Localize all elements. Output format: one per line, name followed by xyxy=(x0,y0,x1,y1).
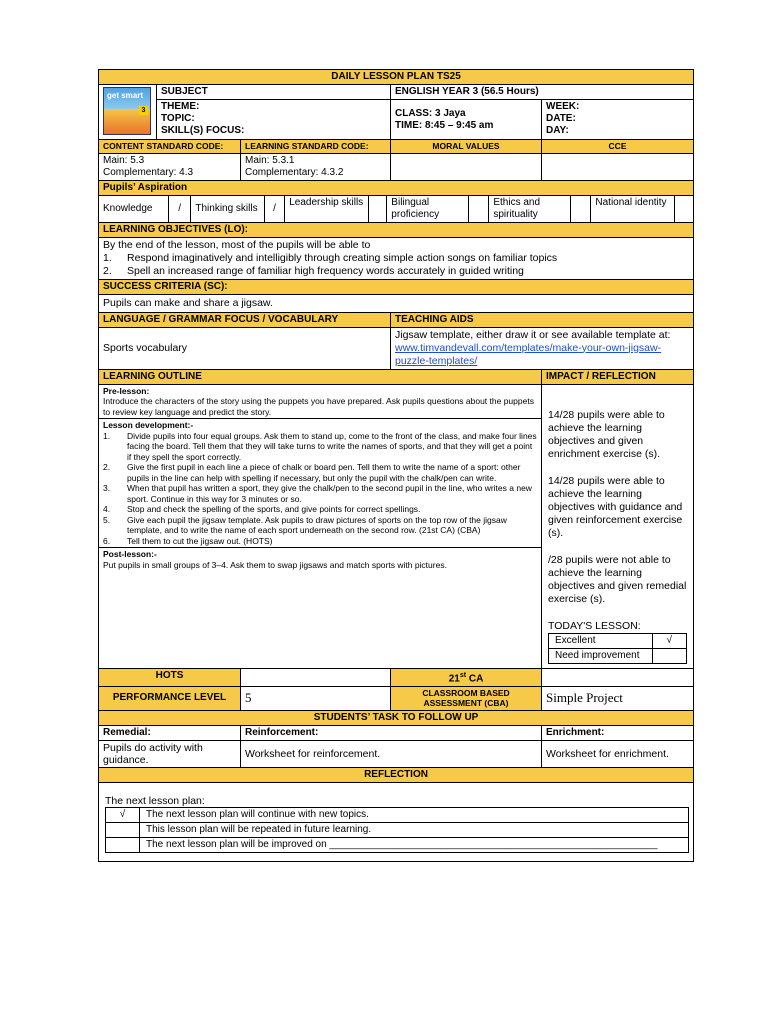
hots-value xyxy=(241,668,391,686)
objectives-intro: By the end of the lesson, most of the pupils will be able to xyxy=(103,238,371,251)
success-criteria-text: Pupils can make and share a jigsaw. xyxy=(99,294,694,312)
rating-excellent: Excellent xyxy=(549,633,653,648)
objectives-label: LEARNING OBJECTIVES (LO): xyxy=(99,222,694,237)
content-main: Main: 5.3 xyxy=(103,154,145,166)
development-step: 1. Divide pupils into four equal groups. Ask them to stand up, come to the front of the class, and make four lines facing the board. Tell them that they will take turns to write the names of sports, and that they will get a point if they spell the sport correctly. xyxy=(103,430,537,462)
cba-label: CLASSROOM BASED ASSESSMENT (CBA) xyxy=(391,686,542,710)
content-standard-value xyxy=(99,153,241,180)
post-lesson-text: Put pupils in small groups of 3–4. Ask them to swap jigsaws and match sports with pictures. xyxy=(103,559,447,570)
aspiration-knowledge: Knowledge xyxy=(99,196,168,222)
class-label: CLASS: 3 Jaya xyxy=(395,107,466,119)
impact-enrichment: 14/28 pupils were able to achieve the learning objectives and given enrichment exercise (s). xyxy=(548,408,665,460)
book-cover-title: get smart xyxy=(107,91,144,100)
teaching-aids-label: TEACHING AIDS xyxy=(391,312,694,327)
remedial-label: Remedial: xyxy=(99,725,241,740)
lesson-development-list xyxy=(103,431,537,547)
teaching-aids-value xyxy=(391,327,694,369)
date-label: DATE: xyxy=(546,113,576,124)
aspiration-national-mark xyxy=(675,196,693,222)
impact-reinforcement: 14/28 pupils were able to achieve the learning objectives with guidance and given reinforcement exercise (s). xyxy=(548,474,683,539)
aspiration-ethics-mark xyxy=(570,196,590,222)
week-date-day-cell xyxy=(542,100,694,140)
objectives-body xyxy=(99,237,694,279)
century-ca-value xyxy=(542,668,694,686)
development-step: 3. When that pupil has written a sport, they give the chalk/pen to the second pupil in the line, who writes a new sport. Continue in this way for 3 minutes or so. xyxy=(103,483,532,504)
week-label: WEEK: xyxy=(546,101,580,112)
development-step: 5. Give each pupil the jigsaw template. Ask pupils to draw pictures of sports on the top row of the jigsaw template, and to write the name of each sport underneath on the second row. (21st CA) (CBA) xyxy=(103,514,507,535)
rating-need-improvement-mark xyxy=(652,648,687,663)
pre-lesson-text: Introduce the characters of the story using the puppets you have prepared. Ask pupils questions about the puppets to review key language and predict the story. xyxy=(103,396,534,417)
next-lesson-table xyxy=(105,807,689,853)
development-step: 2. Give the first pupil in each line a piece of chalk or board pen. Tell them to write the name of a sport: other pupils in the line can help with spelling if necessary, but only the pupil with the chalk/pen can write. xyxy=(103,462,521,483)
cce-label: CCE xyxy=(542,140,694,154)
time-label: TIME: 8:45 – 9:45 am xyxy=(395,119,494,131)
learning-outline-label: LEARNING OUTLINE xyxy=(99,369,542,384)
enrichment-value: Worksheet for enrichment. xyxy=(542,740,694,767)
language-focus-label: LANGUAGE / GRAMMAR FOCUS / VOCABULARY xyxy=(99,312,391,327)
aspiration-label: Pupils’ Aspiration xyxy=(99,180,694,195)
aspiration-thinking: Thinking skills xyxy=(191,196,264,222)
theme-topic-skills xyxy=(157,100,391,140)
impact-remedial: /28 pupils were not able to achieve the learning objectives and given remedial exercise (s). xyxy=(548,553,687,605)
theme-label: THEME: xyxy=(161,101,200,112)
book-cover-cell xyxy=(99,85,157,140)
next-lesson-option-3-mark xyxy=(106,837,140,852)
lesson-development-section xyxy=(99,419,541,548)
subject-label: SUBJECT xyxy=(157,85,391,100)
next-lesson-option-2-mark xyxy=(106,822,140,837)
book-cover-number: 3 xyxy=(139,106,148,115)
rating-need-improvement: Need improvement xyxy=(549,648,653,663)
objectives-list xyxy=(103,252,689,278)
learning-standard-label: LEARNING STANDARD CODE: xyxy=(241,140,391,154)
lesson-plan-document xyxy=(98,69,693,862)
next-lesson-option-2: This lesson plan will be repeated in future learning. xyxy=(140,822,689,837)
plan-title: DAILY LESSON PLAN TS25 xyxy=(99,70,694,85)
pre-lesson-label: Pre-lesson: xyxy=(103,385,150,396)
impact-body xyxy=(542,384,694,668)
development-step: 4. Stop and check the spelling of the sports, and give points for correct spellings. xyxy=(103,504,421,514)
rating-excellent-mark: √ xyxy=(652,633,687,648)
aspiration-row xyxy=(99,195,694,222)
learning-main: Main: 5.3.1 xyxy=(245,154,295,166)
aspiration-knowledge-mark: / xyxy=(168,196,190,222)
aspiration-table xyxy=(99,196,693,222)
hots-label: HOTS xyxy=(99,668,241,686)
teaching-aids-link[interactable]: www.timvandevall.com/templates/make-your-own-jigsaw-puzzle-templates/ xyxy=(395,341,662,367)
post-lesson-label: Post-lesson:- xyxy=(103,549,157,559)
subject-value: ENGLISH YEAR 3 (56.5 Hours) xyxy=(391,85,694,100)
aspiration-thinking-mark: / xyxy=(264,196,284,222)
next-lesson-option-3: The next lesson plan will be improved on ___________________________________________________________ xyxy=(140,837,689,852)
success-criteria-label: SUCCESS CRITERIA (SC): xyxy=(99,279,694,294)
aspiration-bilingual-mark xyxy=(468,196,488,222)
language-focus-value: Sports vocabulary xyxy=(99,327,391,369)
aspiration-leadership-mark xyxy=(368,196,386,222)
todays-lesson-label: TODAY'S LESSON: xyxy=(548,619,641,632)
century-ca-label: 21st CA xyxy=(391,668,542,686)
next-lesson-label: The next lesson plan: xyxy=(105,794,205,807)
aspiration-bilingual: Bilingual proficiency xyxy=(387,196,469,222)
objective-item: 1. Respond imaginatively and intelligibly through creating simple action songs on familiar topics xyxy=(103,251,558,264)
todays-lesson-table xyxy=(548,633,687,664)
class-time-cell xyxy=(391,100,542,140)
book-cover-image xyxy=(103,87,151,135)
pre-lesson-section xyxy=(99,385,541,420)
performance-level-label: PERFORMANCE LEVEL xyxy=(99,686,241,710)
performance-level-value: 5 xyxy=(241,686,391,710)
reflection-body xyxy=(99,782,694,861)
cce-value xyxy=(542,153,694,180)
reinforcement-value: Worksheet for reinforcement. xyxy=(241,740,542,767)
content-complementary: Complementary: 4.3 xyxy=(103,166,194,178)
moral-values-label: MORAL VALUES xyxy=(391,140,542,154)
learning-complementary: Complementary: 4.3.2 xyxy=(245,166,344,178)
cba-value: Simple Project xyxy=(542,686,694,710)
post-lesson-section xyxy=(99,548,541,571)
reinforcement-label: Reinforcement: xyxy=(241,725,542,740)
reflection-label: REFLECTION xyxy=(99,767,694,782)
development-step: 6. Tell them to cut the jigsaw out. (HOTS) xyxy=(103,535,273,546)
aspiration-ethics: Ethics and spirituality xyxy=(489,196,571,222)
enrichment-label: Enrichment: xyxy=(542,725,694,740)
impact-label: IMPACT / REFLECTION xyxy=(542,369,694,384)
day-label: DAY: xyxy=(546,125,569,136)
students-task-label: STUDENTS’ TASK TO FOLLOW UP xyxy=(99,710,694,725)
moral-values-value xyxy=(391,153,542,180)
remedial-value: Pupils do activity with guidance. xyxy=(99,740,241,767)
lesson-development-label: Lesson development:- xyxy=(103,420,194,430)
learning-standard-value xyxy=(241,153,391,180)
next-lesson-option-1-mark: √ xyxy=(106,807,140,822)
learning-outline-body xyxy=(99,384,542,668)
teaching-aids-text: Jigsaw template, either draw it or see available template at: xyxy=(395,328,671,341)
objective-item: 2. Spell an increased range of familiar high frequency words accurately in guided writing xyxy=(103,264,524,277)
topic-label: TOPIC: xyxy=(161,113,195,124)
aspiration-national: National identity xyxy=(591,196,675,222)
content-standard-label: CONTENT STANDARD CODE: xyxy=(99,140,241,154)
next-lesson-option-1: The next lesson plan will continue with new topics. xyxy=(140,807,689,822)
lesson-plan-table xyxy=(98,69,694,862)
skills-label: SKILL(S) FOCUS: xyxy=(161,125,245,136)
aspiration-leadership: Leadership skills xyxy=(285,196,369,222)
